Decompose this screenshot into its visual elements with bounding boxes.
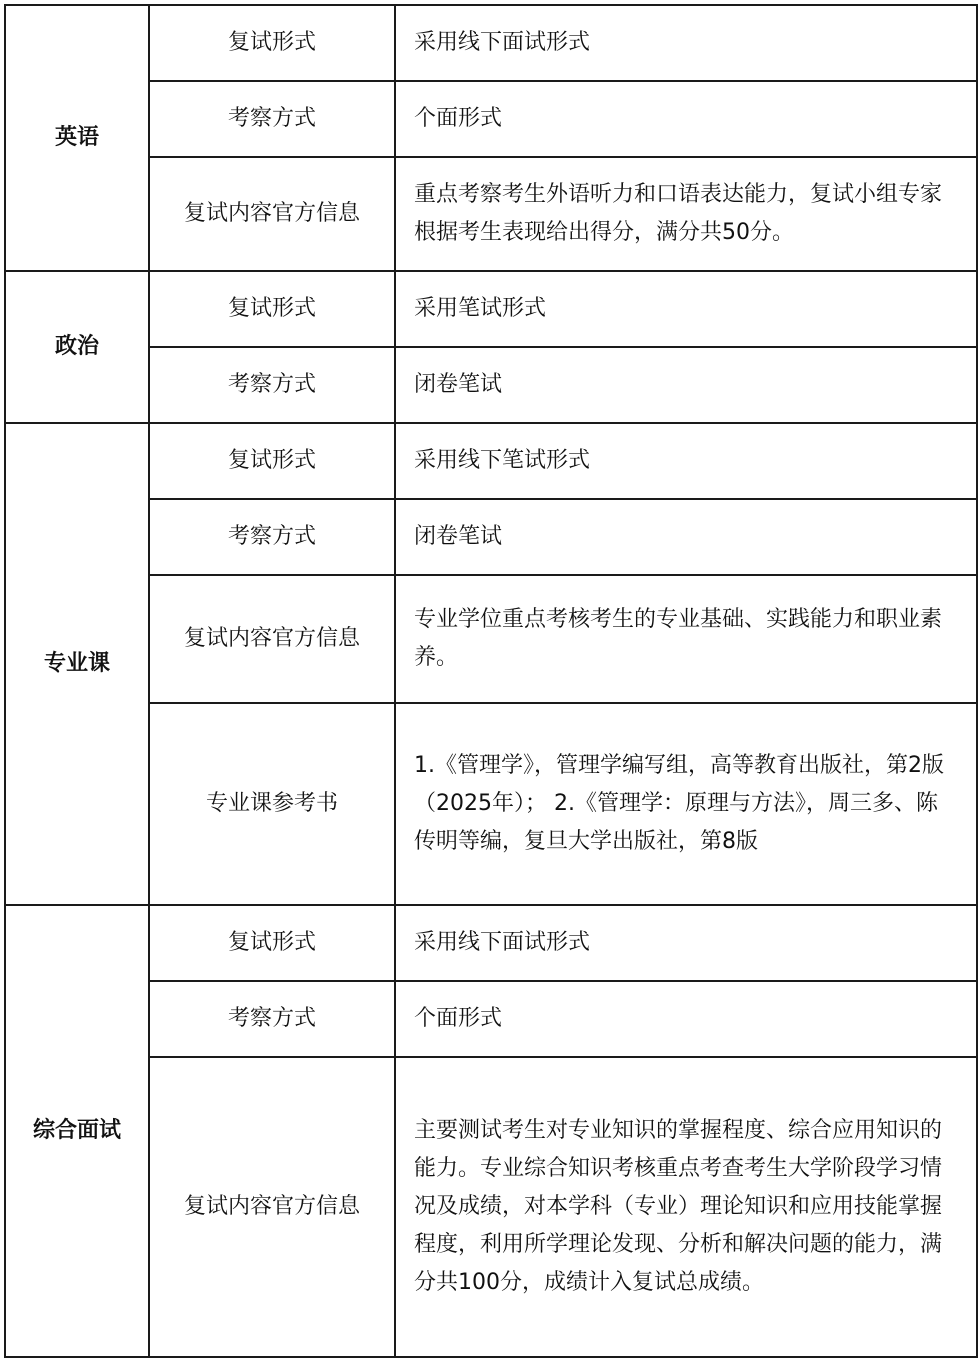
table-row xyxy=(5,5,977,81)
field-value: 重点考察考生外语听力和口语表达能力，复试小组专家根据考生表现给出得分，满分共50分。 xyxy=(395,157,977,271)
category-politics: 政治 xyxy=(5,271,149,423)
field-value: 闭卷笔试 xyxy=(395,499,977,575)
table-row xyxy=(5,981,977,1057)
field-label: 考察方式 xyxy=(149,981,395,1057)
field-label: 复试形式 xyxy=(149,423,395,499)
field-value: 主要测试考生对专业知识的掌握程度、综合应用知识的能力。专业综合知识考核重点考查考生大学阶段学习情况及成绩，对本学科（专业）理论知识和应用技能掌握程度，利用所学理论发现、分析和解决问题的能力，满分共100分，成绩计入复试总成绩。 xyxy=(395,1057,977,1357)
table-row xyxy=(5,81,977,157)
category-comprehensive-interview: 综合面试 xyxy=(5,905,149,1357)
field-label: 考察方式 xyxy=(149,81,395,157)
field-value: 个面形式 xyxy=(395,981,977,1057)
table-row xyxy=(5,703,977,905)
table-row xyxy=(5,271,977,347)
category-english: 英语 xyxy=(5,5,149,271)
field-label: 复试形式 xyxy=(149,5,395,81)
field-label: 考察方式 xyxy=(149,499,395,575)
field-label: 复试内容官方信息 xyxy=(149,575,395,703)
field-label: 考察方式 xyxy=(149,347,395,423)
field-label: 复试内容官方信息 xyxy=(149,1057,395,1357)
field-value: 个面形式 xyxy=(395,81,977,157)
field-value: 1.《管理学》，管理学编写组，高等教育出版社，第2版（2025年）； 2.《管理学：原理与方法》，周三多、陈传明等编，复旦大学出版社，第8版 xyxy=(395,703,977,905)
table-row xyxy=(5,347,977,423)
field-label: 复试形式 xyxy=(149,271,395,347)
field-value: 专业学位重点考核考生的专业基础、实践能力和职业素养。 xyxy=(395,575,977,703)
table-row xyxy=(5,157,977,271)
field-label: 复试内容官方信息 xyxy=(149,157,395,271)
table-row xyxy=(5,423,977,499)
field-value: 采用线下面试形式 xyxy=(395,905,977,981)
table-row xyxy=(5,575,977,703)
table-row xyxy=(5,1057,977,1357)
table-row xyxy=(5,905,977,981)
field-value: 采用笔试形式 xyxy=(395,271,977,347)
field-value: 采用线下面试形式 xyxy=(395,5,977,81)
field-value: 闭卷笔试 xyxy=(395,347,977,423)
field-value: 采用线下笔试形式 xyxy=(395,423,977,499)
category-major-course: 专业课 xyxy=(5,423,149,905)
field-label: 专业课参考书 xyxy=(149,703,395,905)
exam-info-table xyxy=(4,4,978,1358)
field-label: 复试形式 xyxy=(149,905,395,981)
table-row xyxy=(5,499,977,575)
